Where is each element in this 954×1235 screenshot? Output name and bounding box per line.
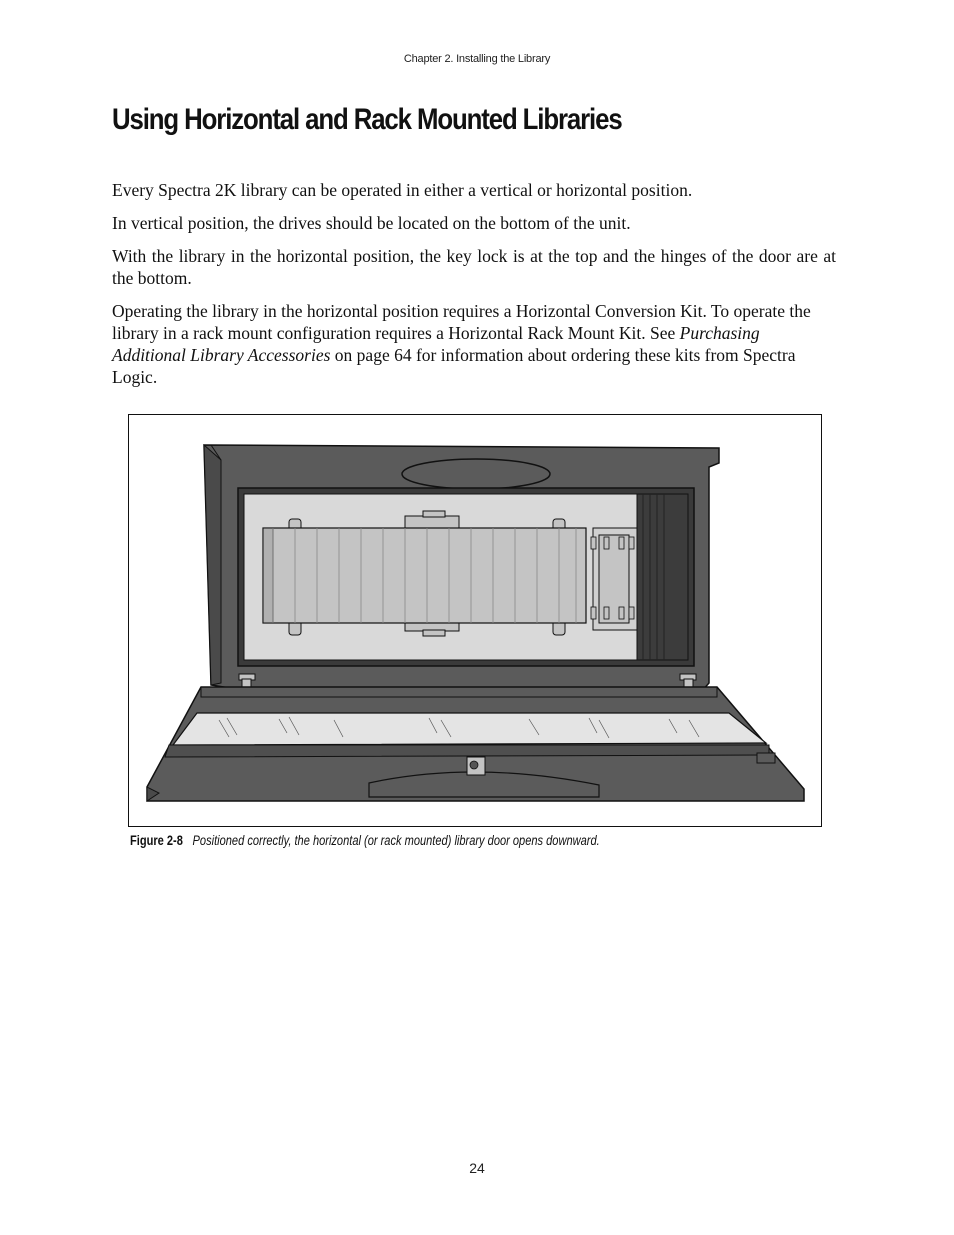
figure-caption-text: Positioned correctly, the horizontal (or rack mounted) library door opens downward. [192,833,600,848]
section-title: Using Horizontal and Rack Mounted Libraries [112,103,622,136]
paragraph-kit-text-end: on page 64 for information about ordering these kits from Spectra Logic. [112,345,796,387]
library-interior [238,488,694,666]
page-number: 24 [469,1160,485,1176]
body-text [112,179,836,399]
accessories-reference-link[interactable]: Purchasing Additional Library Accessories [112,323,760,365]
paragraph-horizontal-position: With the library in the horizontal position, the key lock is at the top and the hinges of the door are at the bottom. [112,246,836,288]
handle-recess [402,459,550,489]
door-window [173,713,766,745]
paragraph-kit-text: Operating the library in the horizontal position requires a Horizontal Conversion Kit. To operate the library in a rack mount configuration requires a Horizontal Rack Mount Kit. See [112,301,811,343]
tape-magazine [263,511,586,636]
drive-bay [637,494,688,660]
figure-frame [128,414,822,827]
lock-icon [470,761,478,769]
library-illustration [129,415,821,826]
paragraph-conversion-kit [112,300,836,388]
figure-caption [130,833,600,848]
robot-picker [591,528,637,630]
figure-label: Figure 2-8 [130,833,183,848]
running-header: Chapter 2. Installing the Library [403,53,551,65]
paragraph-vertical-position: In vertical position, the drives should be located on the bottom of the unit. [112,213,631,233]
library-door [147,687,804,801]
paragraph-orientation: Every Spectra 2K library can be operated in either a vertical or horizontal position. [112,180,693,200]
